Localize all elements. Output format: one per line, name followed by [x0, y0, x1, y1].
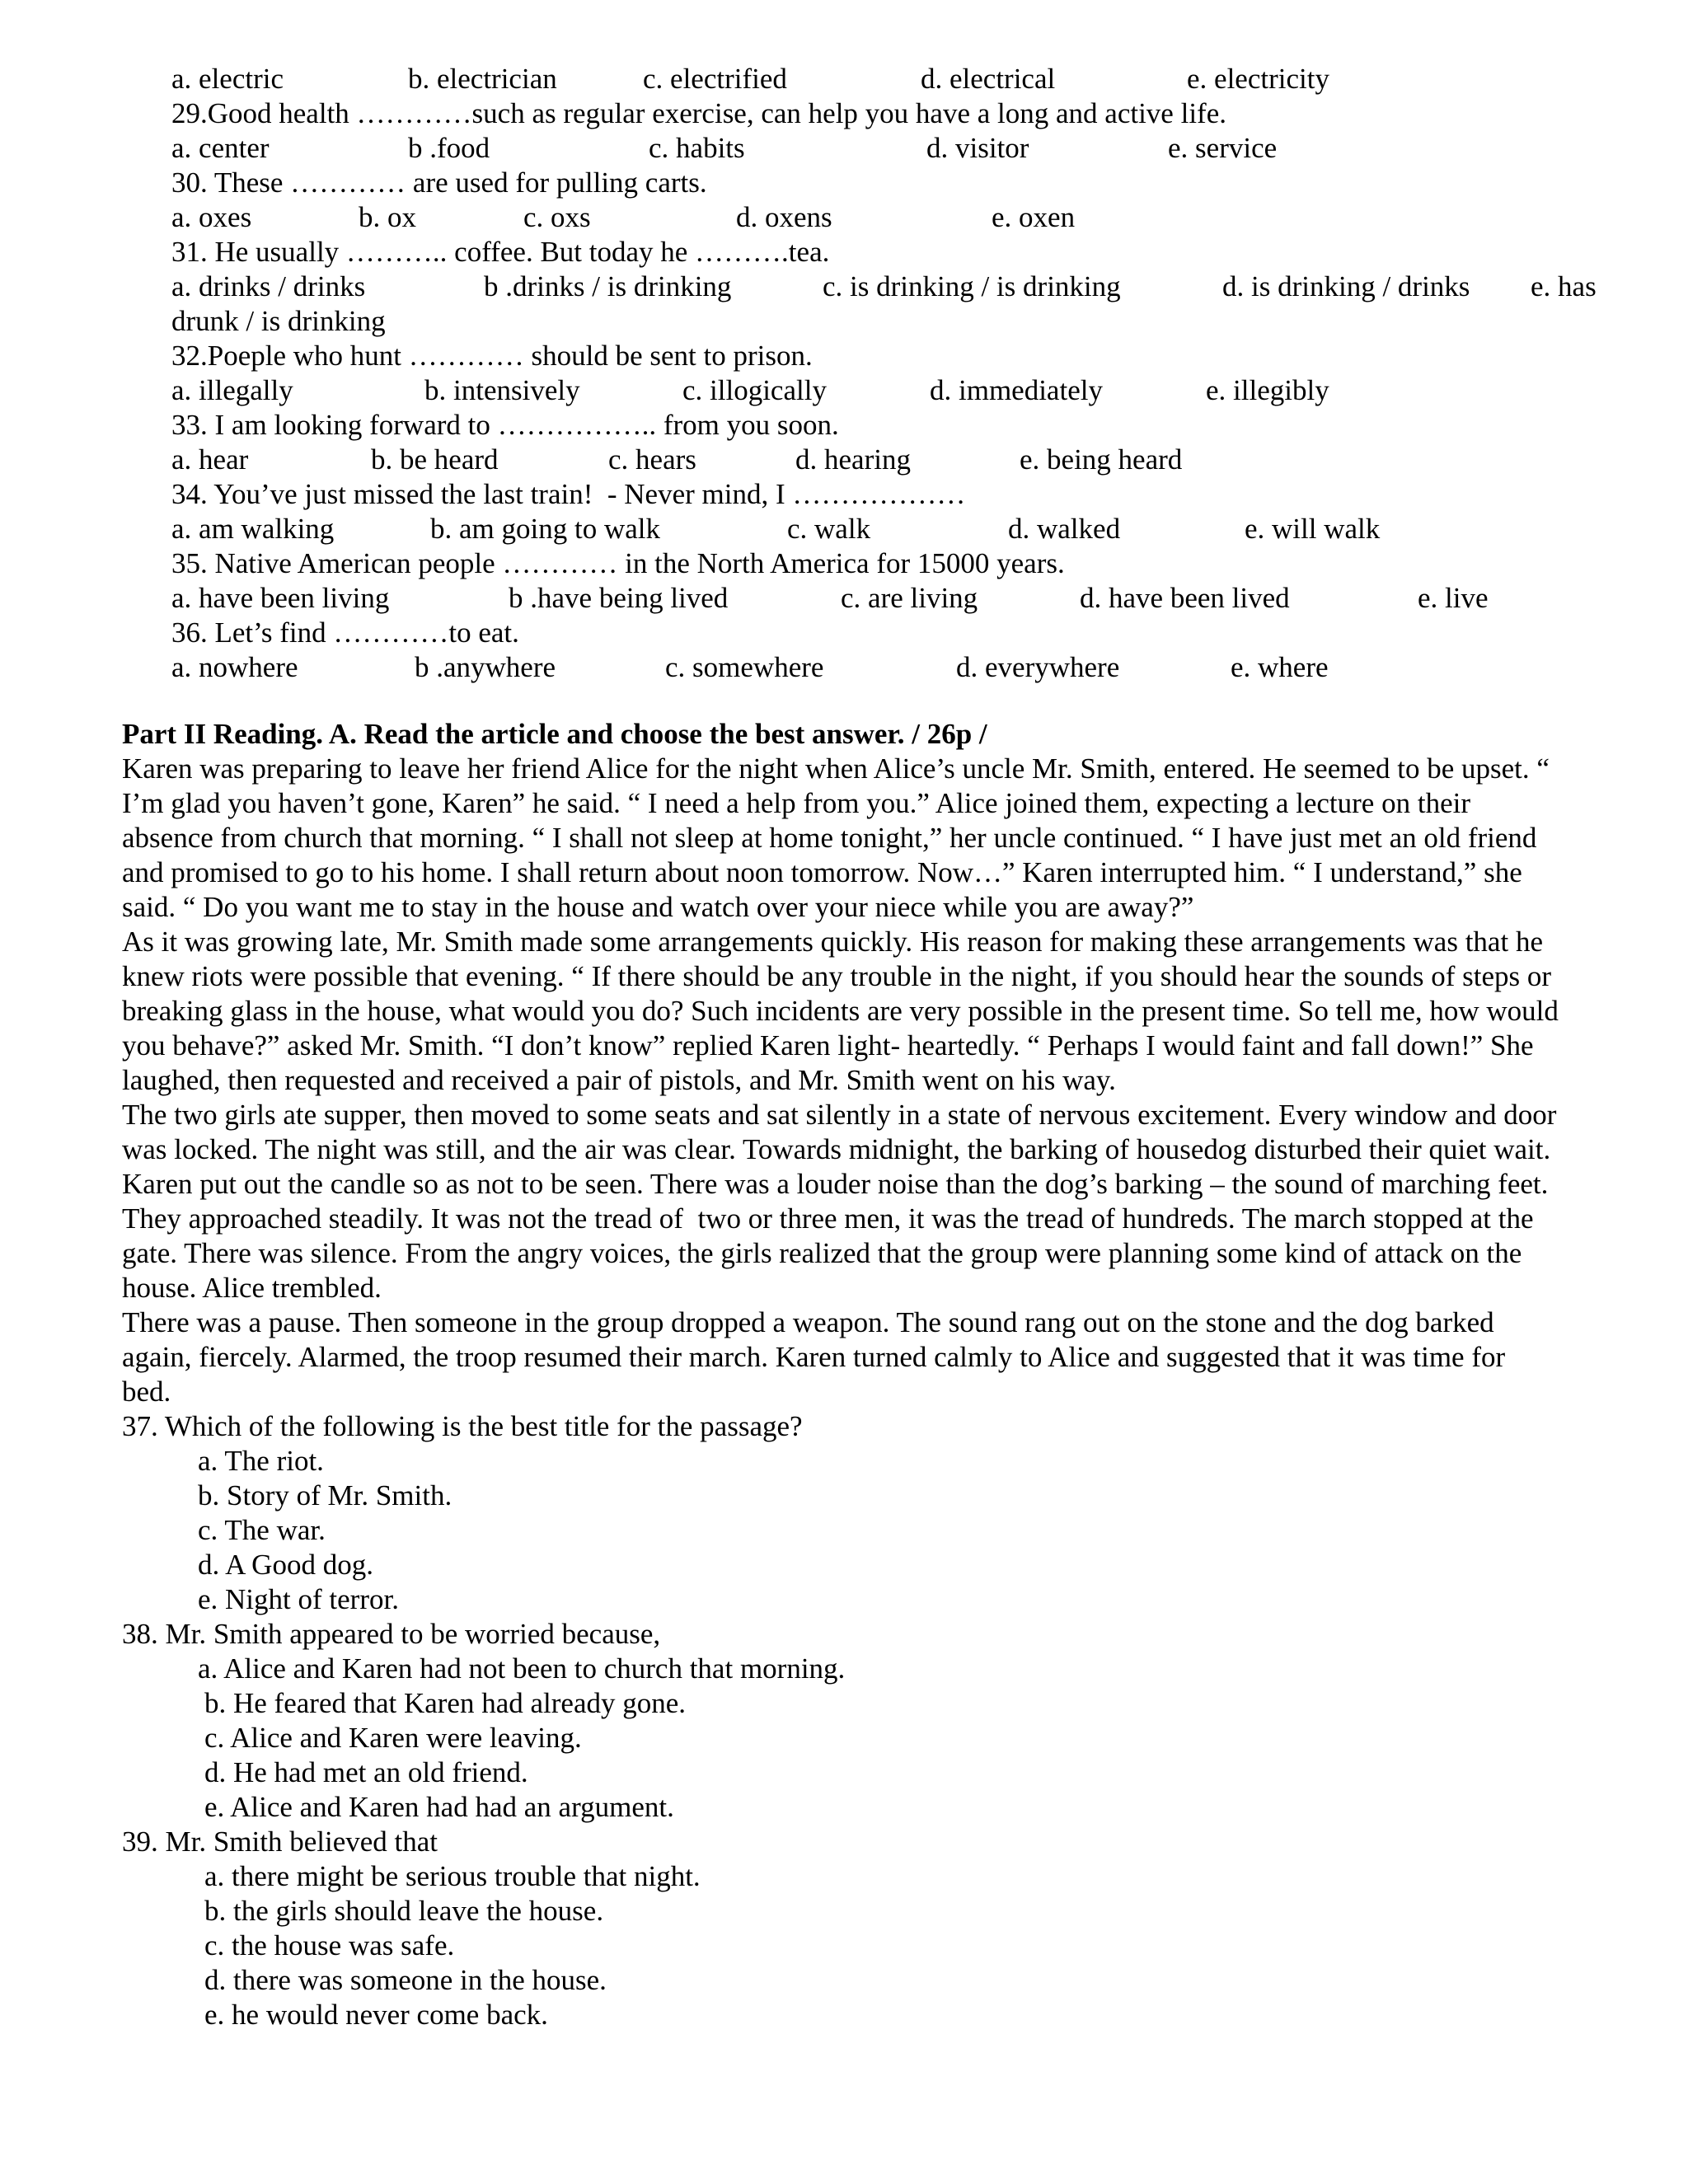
- option: b. electrician: [408, 63, 557, 95]
- option-continuation: drunk / is drinking: [171, 305, 386, 337]
- question-stem: 29.Good health …………such as regular exercise, can help you have a long and active life.: [171, 97, 1226, 129]
- question-stem: 39. Mr. Smith believed that: [122, 1825, 438, 1858]
- passage-line: breaking glass in the house, what would you do? Such incidents are very possible in the present time. So tell me, how would: [122, 995, 1559, 1027]
- option: a. am walking: [171, 513, 335, 545]
- option: a. hear: [171, 443, 249, 476]
- passage-line: said. “ Do you want me to stay in the house and watch over your niece while you are away?”: [122, 891, 1194, 923]
- passage-line: knew riots were possible that evening. “ If there should be any trouble in the night, if you should hear the sounds of steps or: [122, 960, 1552, 992]
- passage-line: laughed, then requested and received a pair of pistols, and Mr. Smith went on his way.: [122, 1064, 1116, 1096]
- question-stem: 36. Let’s find …………to eat.: [171, 616, 519, 649]
- option: e. Alice and Karen had had an argument.: [204, 1791, 674, 1823]
- option: c. habits: [649, 132, 745, 164]
- question-stem: 37. Which of the following is the best title for the passage?: [122, 1410, 803, 1442]
- passage-line: you behave?” asked Mr. Smith. “I don’t know” replied Karen light- heartedly. “ Perhaps I would faint and fall down!” She: [122, 1029, 1534, 1062]
- option: d. He had met an old friend.: [204, 1756, 528, 1788]
- option: a. there might be serious trouble that night.: [204, 1860, 701, 1892]
- option: b .food: [408, 132, 490, 164]
- passage-line: gate. There was silence. From the angry voices, the girls realized that the group were planning some kind of attack on the: [122, 1237, 1522, 1269]
- option: d. electrical: [921, 63, 1056, 95]
- option: e. being heard: [1020, 443, 1183, 476]
- option: b .anywhere: [415, 651, 556, 683]
- option: c. is drinking / is drinking: [823, 270, 1121, 302]
- option: e. has: [1531, 270, 1597, 302]
- option: e. Night of terror.: [198, 1583, 399, 1615]
- passage-line: and promised to go to his home. I shall return about noon tomorrow. Now…” Karen interrupted him. “ I understand,” she: [122, 856, 1522, 888]
- option: d. is drinking / drinks: [1222, 270, 1470, 302]
- option: e. oxen: [992, 201, 1076, 233]
- option: c. illogically: [682, 374, 827, 406]
- option: a. center: [171, 132, 270, 164]
- passage-line: Karen put out the candle so as not to be seen. There was a louder noise than the dog’s barking – the sound of marching feet.: [122, 1168, 1549, 1200]
- option: d. hearing: [795, 443, 911, 476]
- option: d. oxens: [736, 201, 832, 233]
- option: c. hears: [608, 443, 696, 476]
- option: a. drinks / drinks: [171, 270, 366, 302]
- option: a. oxes: [171, 201, 252, 233]
- passage-line: As it was growing late, Mr. Smith made some arrangements quickly. His reason for making these arrangements was that he: [122, 926, 1543, 958]
- question-stem: 31. He usually ……….. coffee. But today he ……….tea.: [171, 236, 830, 268]
- passage-line: absence from church that morning. “ I shall not sleep at home tonight,” her uncle continued. “ I have just met an old friend: [122, 822, 1537, 854]
- option: a. nowhere: [171, 651, 298, 683]
- option: d. walked: [1008, 513, 1121, 545]
- passage-line: house. Alice trembled.: [122, 1272, 382, 1304]
- option: c. are living: [841, 582, 978, 614]
- option: d. visitor: [926, 132, 1029, 164]
- option: c. the house was safe.: [204, 1929, 455, 1961]
- option: c. The war.: [198, 1514, 326, 1546]
- passage-line: They approached steadily. It was not the tread of two or three men, it was the tread of hundreds. The march stopped at the: [122, 1202, 1534, 1235]
- option: a. electric: [171, 63, 284, 95]
- option: d. there was someone in the house.: [204, 1964, 607, 1996]
- question-stem: 34. You’ve just missed the last train! - Never mind, I ………………: [171, 478, 966, 510]
- option: e. where: [1231, 651, 1329, 683]
- passage-line: There was a pause. Then someone in the group dropped a weapon. The sound rang out on the stone and the dog barked: [122, 1306, 1494, 1338]
- option: a. have been living: [171, 582, 390, 614]
- option: b .have being lived: [509, 582, 729, 614]
- option: c. somewhere: [665, 651, 824, 683]
- option: e. service: [1168, 132, 1278, 164]
- option: b. be heard: [371, 443, 499, 476]
- passage-line: I’m glad you haven’t gone, Karen” he said. “ I need a help from you.” Alice joined them, expecting a lecture on their: [122, 787, 1470, 819]
- option: b. am going to walk: [430, 513, 660, 545]
- option: c. Alice and Karen were leaving.: [204, 1722, 582, 1754]
- option: a. The riot.: [198, 1445, 324, 1477]
- passage-line: bed.: [122, 1376, 171, 1408]
- option: e. electricity: [1187, 63, 1329, 95]
- option: a. illegally: [171, 374, 293, 406]
- option: e. live: [1418, 582, 1489, 614]
- passage-line: was locked. The night was still, and the air was clear. Towards midnight, the barking of housedog disturbed their quiet wait.: [122, 1133, 1551, 1165]
- question-stem: 32.Poeple who hunt ………… should be sent to prison.: [171, 340, 813, 372]
- question-stem: 35. Native American people ………… in the North America for 15000 years.: [171, 547, 1065, 579]
- option: b. Story of Mr. Smith.: [198, 1479, 452, 1511]
- option: b. intensively: [424, 374, 580, 406]
- option: c. walk: [787, 513, 871, 545]
- option: a. Alice and Karen had not been to church that morning.: [198, 1652, 846, 1685]
- option: b. He feared that Karen had already gone.: [204, 1687, 687, 1719]
- section-heading: Part II Reading. A. Read the article and choose the best answer. / 26p /: [122, 718, 987, 750]
- option: e. will walk: [1245, 513, 1381, 545]
- option: b .drinks / is drinking: [484, 270, 732, 302]
- question-stem: 30. These ………… are used for pulling carts.: [171, 166, 707, 199]
- question-stem: 38. Mr. Smith appeared to be worried because,: [122, 1618, 661, 1650]
- option: e. illegibly: [1206, 374, 1329, 406]
- option: e. he would never come back.: [204, 1999, 548, 2031]
- option: d. everywhere: [956, 651, 1120, 683]
- passage-line: The two girls ate supper, then moved to some seats and sat silently in a state of nervous excitement. Every window and door: [122, 1099, 1557, 1131]
- option: d. A Good dog.: [198, 1549, 373, 1581]
- option: b. the girls should leave the house.: [204, 1895, 604, 1927]
- option: d. immediately: [930, 374, 1103, 406]
- question-stem: 33. I am looking forward to …………….. from you soon.: [171, 409, 839, 441]
- option: c. electrified: [643, 63, 787, 95]
- passage-line: Karen was preparing to leave her friend Alice for the night when Alice’s uncle Mr. Smith, entered. He seemed to be upset. “: [122, 752, 1550, 785]
- option: d. have been lived: [1080, 582, 1290, 614]
- option: c. oxs: [523, 201, 591, 233]
- option: b. ox: [359, 201, 416, 233]
- passage-line: again, fiercely. Alarmed, the troop resumed their march. Karen turned calmly to Alice and suggested that it was time for: [122, 1341, 1506, 1373]
